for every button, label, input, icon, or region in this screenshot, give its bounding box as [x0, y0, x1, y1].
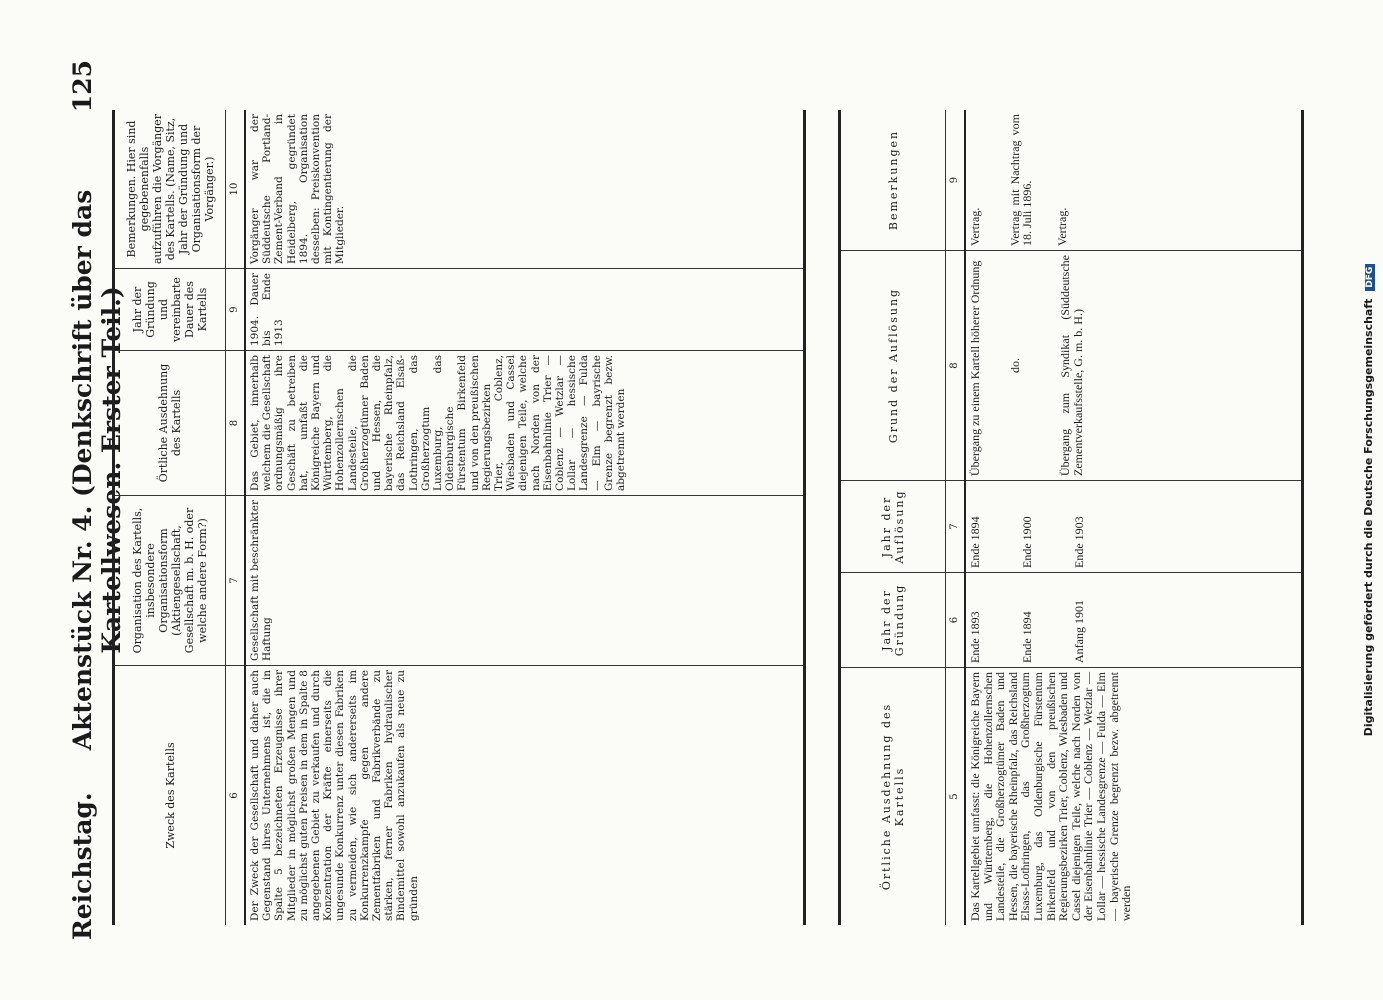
table-upper: [112, 110, 806, 925]
entry: Übergang zu einem Kartell höherer Ordnung: [968, 260, 982, 476]
cell-area: Das Gebiet, innerhalb welchem die Gesellschaft ordnungsmäßig ihre Geschäft zu betreiben hat, umfaßt die Königreiche Bayern und Württemberg, die Hohenzollernschen Landesteile, die Großherzogtümer Baden und Hessen, die bayerische Rheinpfalz, das Reichsland Elsaß-Lothringen, das Großherzogtum Luxemburg, das Oldenburgische Fürstentum Birkenfeld und von den preußischen Regierungsbezirken Trier, Coblenz, Wiesbaden und Cassel diejenigen Teile, welche nach Norden von der Eisenbahnlinie Trier — Coblenz — Wetzlar — Lollar — hessische Landesgrenze — Fulda — Elm — bayrische Grenze begrenzt bezw. abgetrennt werden: [246, 350, 803, 495]
entry: Anfang 1901: [1072, 600, 1087, 663]
header-title: Aktenstück Nr. 4. (Denkschrift über das Kartellwesen. Erster Teil.): [68, 189, 126, 751]
entry: do.: [1008, 358, 1023, 373]
table-lower-header: [841, 110, 945, 925]
table-upper-numbers: [225, 110, 246, 925]
entry: Ende 1900: [1020, 516, 1035, 568]
cell-organisation: Gesellschaft mit beschränkter Haftung: [246, 495, 803, 665]
cell-founding: 1904. Dauer bis Ende 1913: [246, 268, 803, 350]
table-upper-header: [115, 110, 225, 925]
entry: Vertrag mit Nachtrag vom 18. Juli 1896.: [1008, 114, 1035, 246]
header-left: Reichstag.: [68, 792, 97, 940]
entry: Übergang zum Syndikat (Süddeutsche Zementverkaufsstelle, G. m. b. H.): [1058, 255, 1085, 476]
cell-dissolution-reason: [966, 250, 1301, 480]
header-cell: Örtliche Ausdehnung des Kartells: [115, 350, 225, 495]
column-number: 5: [946, 667, 964, 925]
dfg-logo: DFG: [1365, 264, 1375, 291]
page-number: 125: [68, 60, 97, 113]
column-number: 6: [946, 572, 964, 667]
cell-dissolution-year: [966, 480, 1301, 572]
credit-text: Digitalisierung gefördert durch die Deutsche Forschungsgemeinschaft: [1362, 298, 1375, 737]
header-cell: Jahr der Gründung und vereinbarte Dauer des Kartells: [115, 268, 225, 350]
entry: Vertrag.: [1054, 207, 1069, 246]
column-number: 8: [226, 350, 244, 495]
column-number: 10: [229, 182, 240, 196]
table-lower: [838, 110, 1304, 925]
column-number: 9: [226, 268, 244, 350]
header-cell: Grund der Auflösung: [841, 250, 945, 480]
column-number: 6: [226, 665, 244, 925]
page-header: [58, 60, 126, 940]
entry: Ende 1894: [1020, 611, 1035, 663]
cell-purpose: Der Zweck der Gesellschaft und daher auch Gegenstand ihres Unternehmens ist, die in Spalte 5 bezeichneten Erzeugnisse ihrer Mitglieder in möglichst großen Mengen und zu möglichst guten Preisen in dem in Spalte 8 angegebenen Gebiet zu verkaufen und durch Konzentration der Kräfte einerseits die ungesunde Konkurrenz unter diesen Fabriken zu vermeiden, wie sich andererseits im Konkurrenzkampfe gegen andere Zementfabriken und Fabrikverbände zu stärken, ferner Fabriken hydraulischer Bindemittel sowohl anzukaufen als neue zu gründen: [246, 665, 803, 925]
cell-area: Das Kartellgebiet umfasst: die Königreiche Bayern und Württemberg, die Hohenzollernschen Landesteile, die Großherzogtümer Baden und Hessen, die bayerische Rheinpfalz, das Reichsland Elsass-Lothringen, das Großherzogtum Luxemburg, das Oldenburgische Fürstentum Birkenfeld und von den preußischen Regierungsbezirken Trier, Coblenz, Wiesbaden und Cassel diejenigen Teile, welche nach Norden von der Eisenbahnlinie Trier — Coblenz — Wetzlar — Lollar — hessische Landesgrenze — Fulda — Elm — bayerische Grenze begrenzt bezw. abgetrennt werden: [966, 667, 1301, 925]
cell-remarks: Vorgänger war der Süddeutsche Portland-Zement-Verband in Heidelberg, gegründet 1894. Organisation desselben: Preiskonvention mit Kontingentierung der Mitglieder.: [249, 114, 347, 264]
entry: Vertrag.: [968, 207, 982, 246]
cell-remarks: [966, 110, 1301, 250]
cell-founding-year: [966, 572, 1301, 667]
column-number: 9: [949, 176, 960, 184]
column-number: 8: [946, 250, 964, 480]
header-cell: Bemerkungen: [886, 129, 900, 231]
table-row: [966, 110, 1301, 925]
header-cell: Organisation des Kartells, insbesondere Organisationsform (Aktiengesellschaft, Gesellschaft m. b. H. oder welche andere Form?): [115, 495, 225, 665]
header-cell: Örtliche Ausdehnung des Kartells: [841, 667, 945, 925]
column-number: 7: [226, 495, 244, 665]
header-cell: Bemerkungen. Hier sind gegebenenfalls aufzuführen die Vorgänger des Kartells. (Name, Sitz, Jahr der Gründung und Organisationsform der Vorgänger.): [124, 113, 216, 265]
table-row: [246, 110, 803, 925]
column-number: 7: [946, 480, 964, 572]
header-cell: Jahr der Gründung: [841, 572, 945, 667]
header-cell: Jahr der Auflösung: [841, 480, 945, 572]
header-cell: Zweck des Kartells: [115, 665, 225, 925]
entry: Ende 1894: [968, 516, 982, 568]
entry: Ende 1903: [1072, 516, 1087, 568]
table-lower-numbers: [945, 110, 966, 925]
entry: Ende 1893: [968, 611, 982, 663]
digitization-credit: [1362, 0, 1375, 1000]
